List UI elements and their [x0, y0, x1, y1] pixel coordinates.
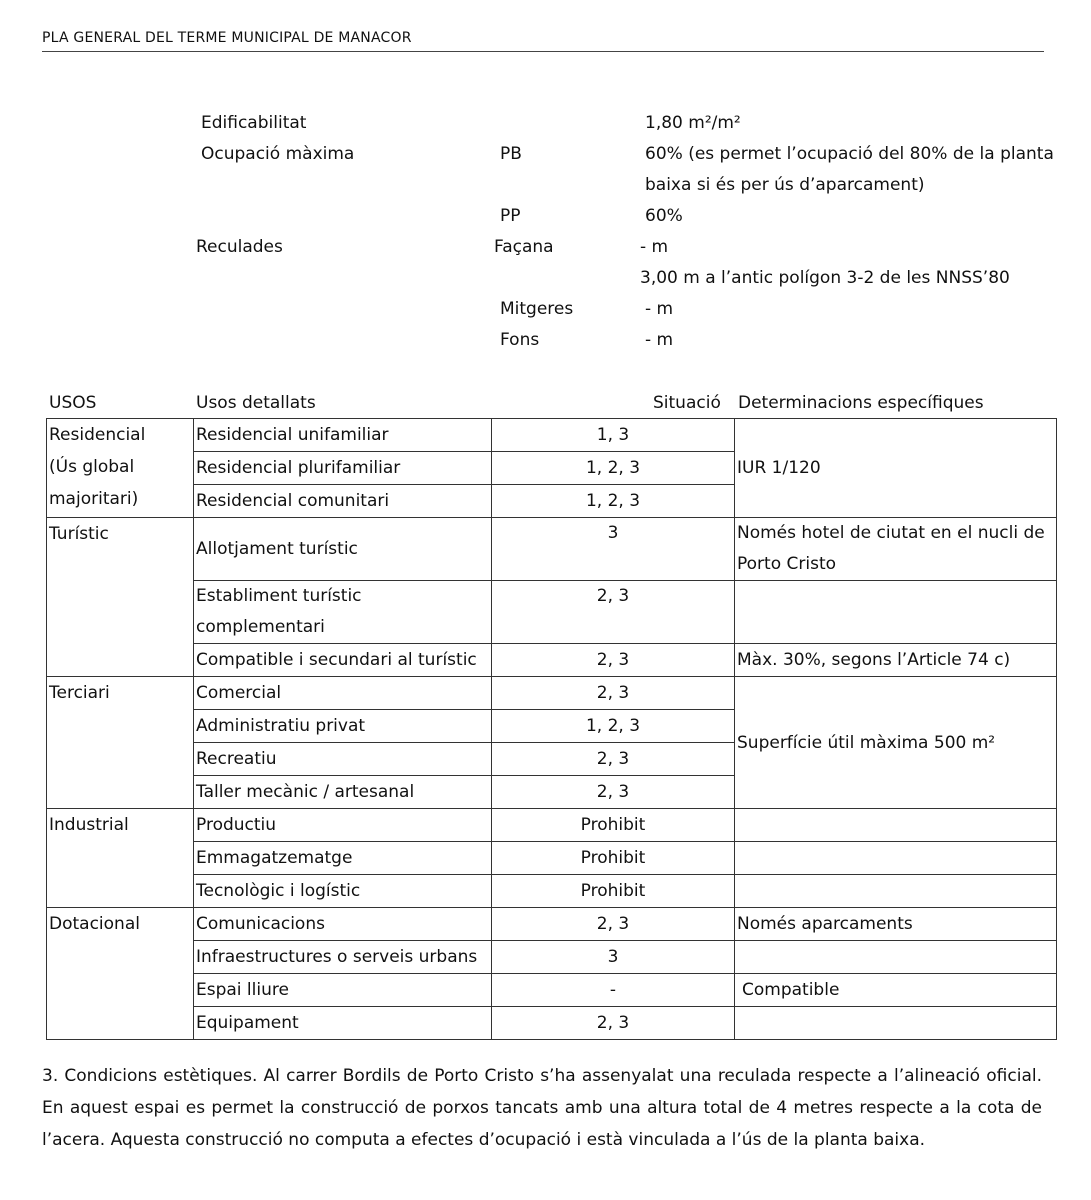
- use-situacio: 1, 2, 3: [492, 485, 735, 518]
- use-situacio: 1, 3: [492, 419, 735, 452]
- use-determinacio: [735, 1007, 1057, 1040]
- facana-value: - m: [640, 237, 669, 257]
- table-row: [47, 809, 1057, 842]
- table-row: [47, 974, 1057, 1007]
- pb-value-line2: baixa si és per ús d’aparcament): [645, 175, 925, 195]
- use-name-line: Establiment turístic: [196, 586, 362, 606]
- use-name: Productiu: [194, 809, 492, 842]
- category-residencial: [47, 419, 194, 518]
- use-name: Recreatiu: [194, 743, 492, 776]
- det-line: Porto Cristo: [737, 554, 837, 574]
- use-situacio: 3: [492, 518, 735, 581]
- pp-value: 60%: [645, 206, 683, 226]
- uses-table: [46, 418, 1057, 1040]
- use-situacio: Prohibit: [492, 875, 735, 908]
- table-row: [47, 1007, 1057, 1040]
- use-name: Allotjament turístic: [194, 518, 492, 581]
- use-situacio: 2, 3: [492, 743, 735, 776]
- use-situacio: 2, 3: [492, 644, 735, 677]
- use-name: Equipament: [194, 1007, 492, 1040]
- category-terciari: Terciari: [47, 677, 194, 809]
- category-line: Residencial: [49, 425, 146, 445]
- reculades-label: Reculades: [196, 237, 283, 257]
- use-name: Tecnològic i logístic: [194, 875, 492, 908]
- use-name-line: complementari: [196, 617, 325, 637]
- header-usos: USOS: [49, 393, 97, 413]
- use-determinacio: Només aparcaments: [735, 908, 1057, 941]
- use-situacio: 2, 3: [492, 1007, 735, 1040]
- use-name: Comercial: [194, 677, 492, 710]
- use-name: Administratiu privat: [194, 710, 492, 743]
- use-determinacio: Superfície útil màxima 500 m²: [735, 677, 1057, 809]
- header-usos-detallats: Usos detallats: [196, 393, 316, 413]
- table-row: [47, 842, 1057, 875]
- use-name: Residencial comunitari: [194, 485, 492, 518]
- edificabilitat-label: Edificabilitat: [201, 113, 307, 133]
- use-determinacio: IUR 1/120: [735, 419, 1057, 518]
- pb-label: PB: [500, 144, 522, 164]
- header-determinacions: Determinacions específiques: [738, 393, 984, 413]
- use-situacio: Prohibit: [492, 809, 735, 842]
- fons-label: Fons: [500, 330, 540, 350]
- pb-value-line1: 60% (es permet l’ocupació del 80% de la planta: [645, 144, 1054, 164]
- det-line: Només hotel de ciutat en el nucli de: [737, 523, 1045, 543]
- edificabilitat-value: 1,80 m²/m²: [645, 113, 741, 133]
- use-determinacio: [735, 518, 1057, 581]
- use-situacio: 2, 3: [492, 776, 735, 809]
- use-determinacio: Màx. 30%, segons l’Article 74 c): [735, 644, 1057, 677]
- use-determinacio: [735, 941, 1057, 974]
- table-row: [47, 908, 1057, 941]
- category-industrial: Industrial: [47, 809, 194, 908]
- fons-value: - m: [645, 330, 674, 350]
- use-name: Residencial plurifamiliar: [194, 452, 492, 485]
- use-situacio: 2, 3: [492, 581, 735, 644]
- mitgeres-label: Mitgeres: [500, 299, 574, 319]
- table-row: [47, 518, 1057, 581]
- facana-note: 3,00 m a l’antic polígon 3-2 de les NNSS’80: [640, 268, 1010, 288]
- use-situacio: 1, 2, 3: [492, 452, 735, 485]
- table-row: [47, 644, 1057, 677]
- use-situacio: 2, 3: [492, 677, 735, 710]
- use-name: Emmagatzematge: [194, 842, 492, 875]
- use-situacio: 2, 3: [492, 908, 735, 941]
- use-determinacio: [735, 809, 1057, 842]
- mitgeres-value: - m: [645, 299, 674, 319]
- pp-label: PP: [500, 206, 521, 226]
- facana-label: Façana: [494, 237, 554, 257]
- use-name: [194, 581, 492, 644]
- use-determinacio: Compatible: [735, 974, 1057, 1007]
- category-line: majoritari): [49, 489, 139, 509]
- use-name: Compatible i secundari al turístic: [194, 644, 492, 677]
- use-situacio: 3: [492, 941, 735, 974]
- table-row: [47, 581, 1057, 644]
- condicions-esteticques-paragraph: 3. Condicions estètiques. Al carrer Bordils de Porto Cristo s’ha assenyalat una reculada respecte a l’alineació oficial. En aquest espai es permet la construcció de porxos tancats amb una altura total de 4 metres respecte a la cota de l’acera. Aquesta construcció no computa a efectes d’ocupació i està vinculada a l’ús de la planta baixa.: [42, 1066, 1042, 1150]
- header-situacio: Situació: [653, 393, 721, 413]
- use-determinacio: [735, 581, 1057, 644]
- table-row: [47, 677, 1057, 710]
- ocupacio-label: Ocupació màxima: [201, 144, 355, 164]
- use-situacio: -: [492, 974, 735, 1007]
- use-name: Espai lliure: [194, 974, 492, 1007]
- page-header: PLA GENERAL DEL TERME MUNICIPAL DE MANACOR: [42, 30, 1044, 52]
- use-situacio: Prohibit: [492, 842, 735, 875]
- use-determinacio: [735, 842, 1057, 875]
- use-name: Taller mecànic / artesanal: [194, 776, 492, 809]
- use-name: Infraestructures o serveis urbans: [194, 941, 492, 974]
- table-row: [47, 419, 1057, 452]
- table-row: [47, 875, 1057, 908]
- category-dotacional: Dotacional: [47, 908, 194, 1040]
- use-name: Comunicacions: [194, 908, 492, 941]
- use-determinacio: [735, 875, 1057, 908]
- category-line: (Ús global: [49, 457, 135, 477]
- table-row: [47, 941, 1057, 974]
- use-situacio: 1, 2, 3: [492, 710, 735, 743]
- category-turistic: Turístic: [47, 518, 194, 677]
- use-name: Residencial unifamiliar: [194, 419, 492, 452]
